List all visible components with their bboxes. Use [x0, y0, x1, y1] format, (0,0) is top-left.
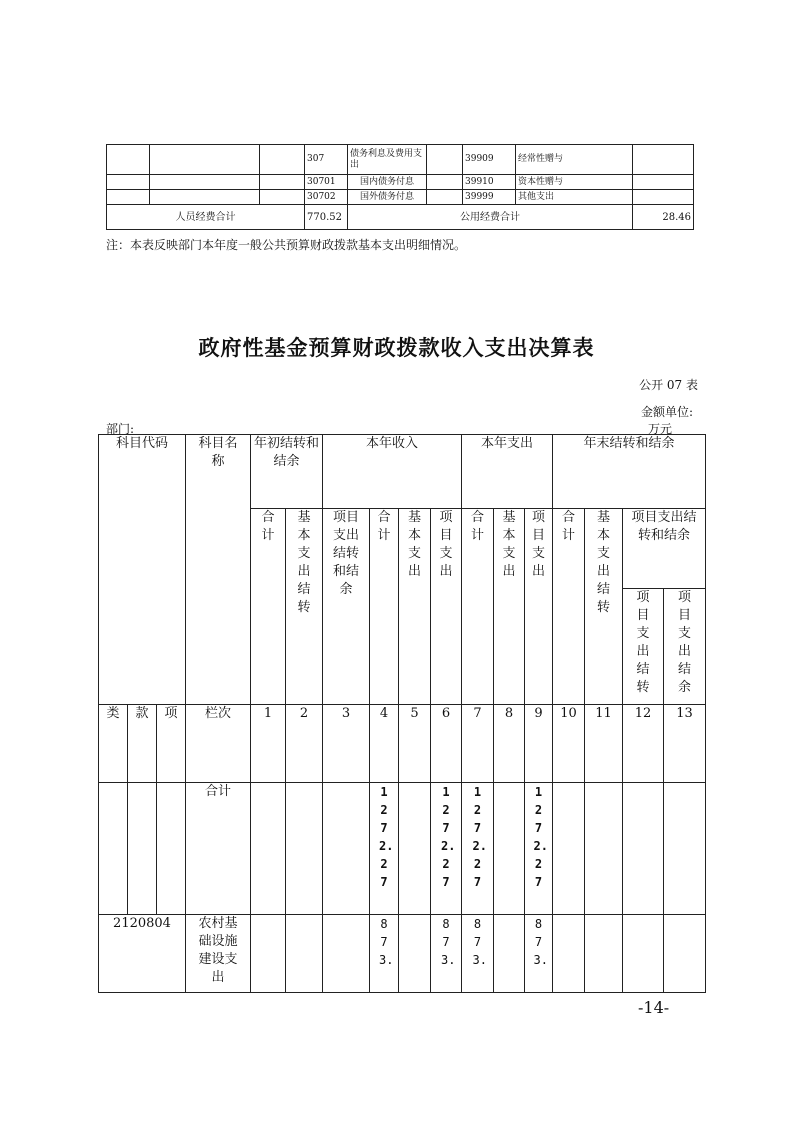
row-expense: 873.	[462, 915, 494, 993]
header-income: 本年收入	[323, 435, 462, 509]
personnel-total-value: 770.52	[305, 205, 348, 230]
page-title: 政府性基金预算财政拨款收入支出决算表	[198, 336, 595, 360]
header-end-balance: 年末结转和结余	[553, 435, 706, 509]
column-number: 13	[664, 705, 706, 783]
header-subject-name: 科目名称	[186, 435, 251, 705]
column-number: 8	[494, 705, 525, 783]
summary-row	[107, 205, 694, 230]
column-number: 3	[323, 705, 370, 783]
table-note: 注：本表反映部门本年度一般公共预算财政拨款基本支出明细情况。	[106, 238, 467, 252]
total-income: 1272.27	[370, 783, 399, 915]
name-cell: 经常性赠与	[516, 145, 633, 175]
header-project-carry: 项目支出结转和结余	[323, 509, 370, 705]
column-number: 10	[553, 705, 585, 783]
header-expense-total: 合计	[462, 509, 494, 705]
row-income: 873.	[370, 915, 399, 993]
unit-value: 万元	[648, 422, 673, 436]
header-expense: 本年支出	[462, 435, 553, 509]
total-expense: 1272.27	[462, 783, 494, 915]
subject-code: 2120804	[99, 915, 186, 993]
header-end-total: 合计	[553, 509, 585, 705]
header-income-project: 项目支出	[431, 509, 462, 705]
column-number-row	[99, 705, 706, 783]
header-income-total: 合计	[370, 509, 399, 705]
row-income-project: 873.	[431, 915, 462, 993]
column-number: 5	[399, 705, 431, 783]
name-cell: 国外债务付息	[348, 190, 427, 205]
column-number: 6	[431, 705, 462, 783]
header-column-no: 栏次	[186, 705, 251, 783]
page-number: -14-	[638, 998, 670, 1017]
department-label: 部门:	[106, 422, 135, 436]
column-number: 2	[286, 705, 323, 783]
public-total-value: 28.46	[633, 205, 694, 230]
header-expense-project: 项目支出	[525, 509, 553, 705]
code-cell: 307	[305, 145, 348, 175]
public-total-label: 公用经费合计	[348, 205, 633, 230]
code-cell: 39999	[463, 190, 516, 205]
header-end-basic-carry: 基本支出结转	[585, 509, 623, 705]
column-number: 4	[370, 705, 399, 783]
name-cell: 其他支出	[516, 190, 633, 205]
table-row	[107, 175, 694, 190]
header-kuan: 款	[128, 705, 157, 783]
header-row	[99, 435, 706, 509]
expense-detail-table-continued	[106, 144, 694, 230]
header-begin-balance: 年初结转和结余	[251, 435, 323, 509]
total-income-project: 1272.27	[431, 783, 462, 915]
header-subject-code: 科目代码	[99, 435, 186, 705]
code-cell: 30701	[305, 175, 348, 190]
column-number: 11	[585, 705, 623, 783]
header-basic-carry: 基本支出结转	[286, 509, 323, 705]
header-xiang: 项	[157, 705, 186, 783]
form-number: 公开 07 表	[639, 378, 698, 392]
column-number: 9	[525, 705, 553, 783]
header-end-project: 项目支出结转和结余	[623, 509, 706, 589]
subject-name: 农村基础设施建设支出	[186, 915, 251, 993]
header-lei: 类	[99, 705, 128, 783]
header-income-basic: 基本支出	[399, 509, 431, 705]
table-row	[107, 145, 694, 175]
table-row	[107, 190, 694, 205]
total-label: 合计	[186, 783, 251, 915]
unit-label: 金额单位:	[641, 405, 694, 419]
code-cell: 39910	[463, 175, 516, 190]
header-expense-basic: 基本支出	[494, 509, 525, 705]
code-cell: 39909	[463, 145, 516, 175]
header-total: 合计	[251, 509, 286, 705]
total-row	[99, 783, 706, 915]
column-number: 1	[251, 705, 286, 783]
column-number: 12	[623, 705, 664, 783]
column-number: 7	[462, 705, 494, 783]
header-project-surplus-only: 项目支出结余	[664, 589, 706, 705]
table-row	[99, 915, 706, 993]
code-cell: 30702	[305, 190, 348, 205]
name-cell: 资本性赠与	[516, 175, 633, 190]
personnel-total-label: 人员经费合计	[107, 205, 305, 230]
fund-budget-table	[98, 434, 706, 993]
header-project-carry-only: 项目支出结转	[623, 589, 664, 705]
total-expense-project: 1272.27	[525, 783, 553, 915]
name-cell: 国内债务付息	[348, 175, 427, 190]
row-expense-project: 873.	[525, 915, 553, 993]
name-cell: 债务利息及费用支出	[348, 145, 427, 175]
